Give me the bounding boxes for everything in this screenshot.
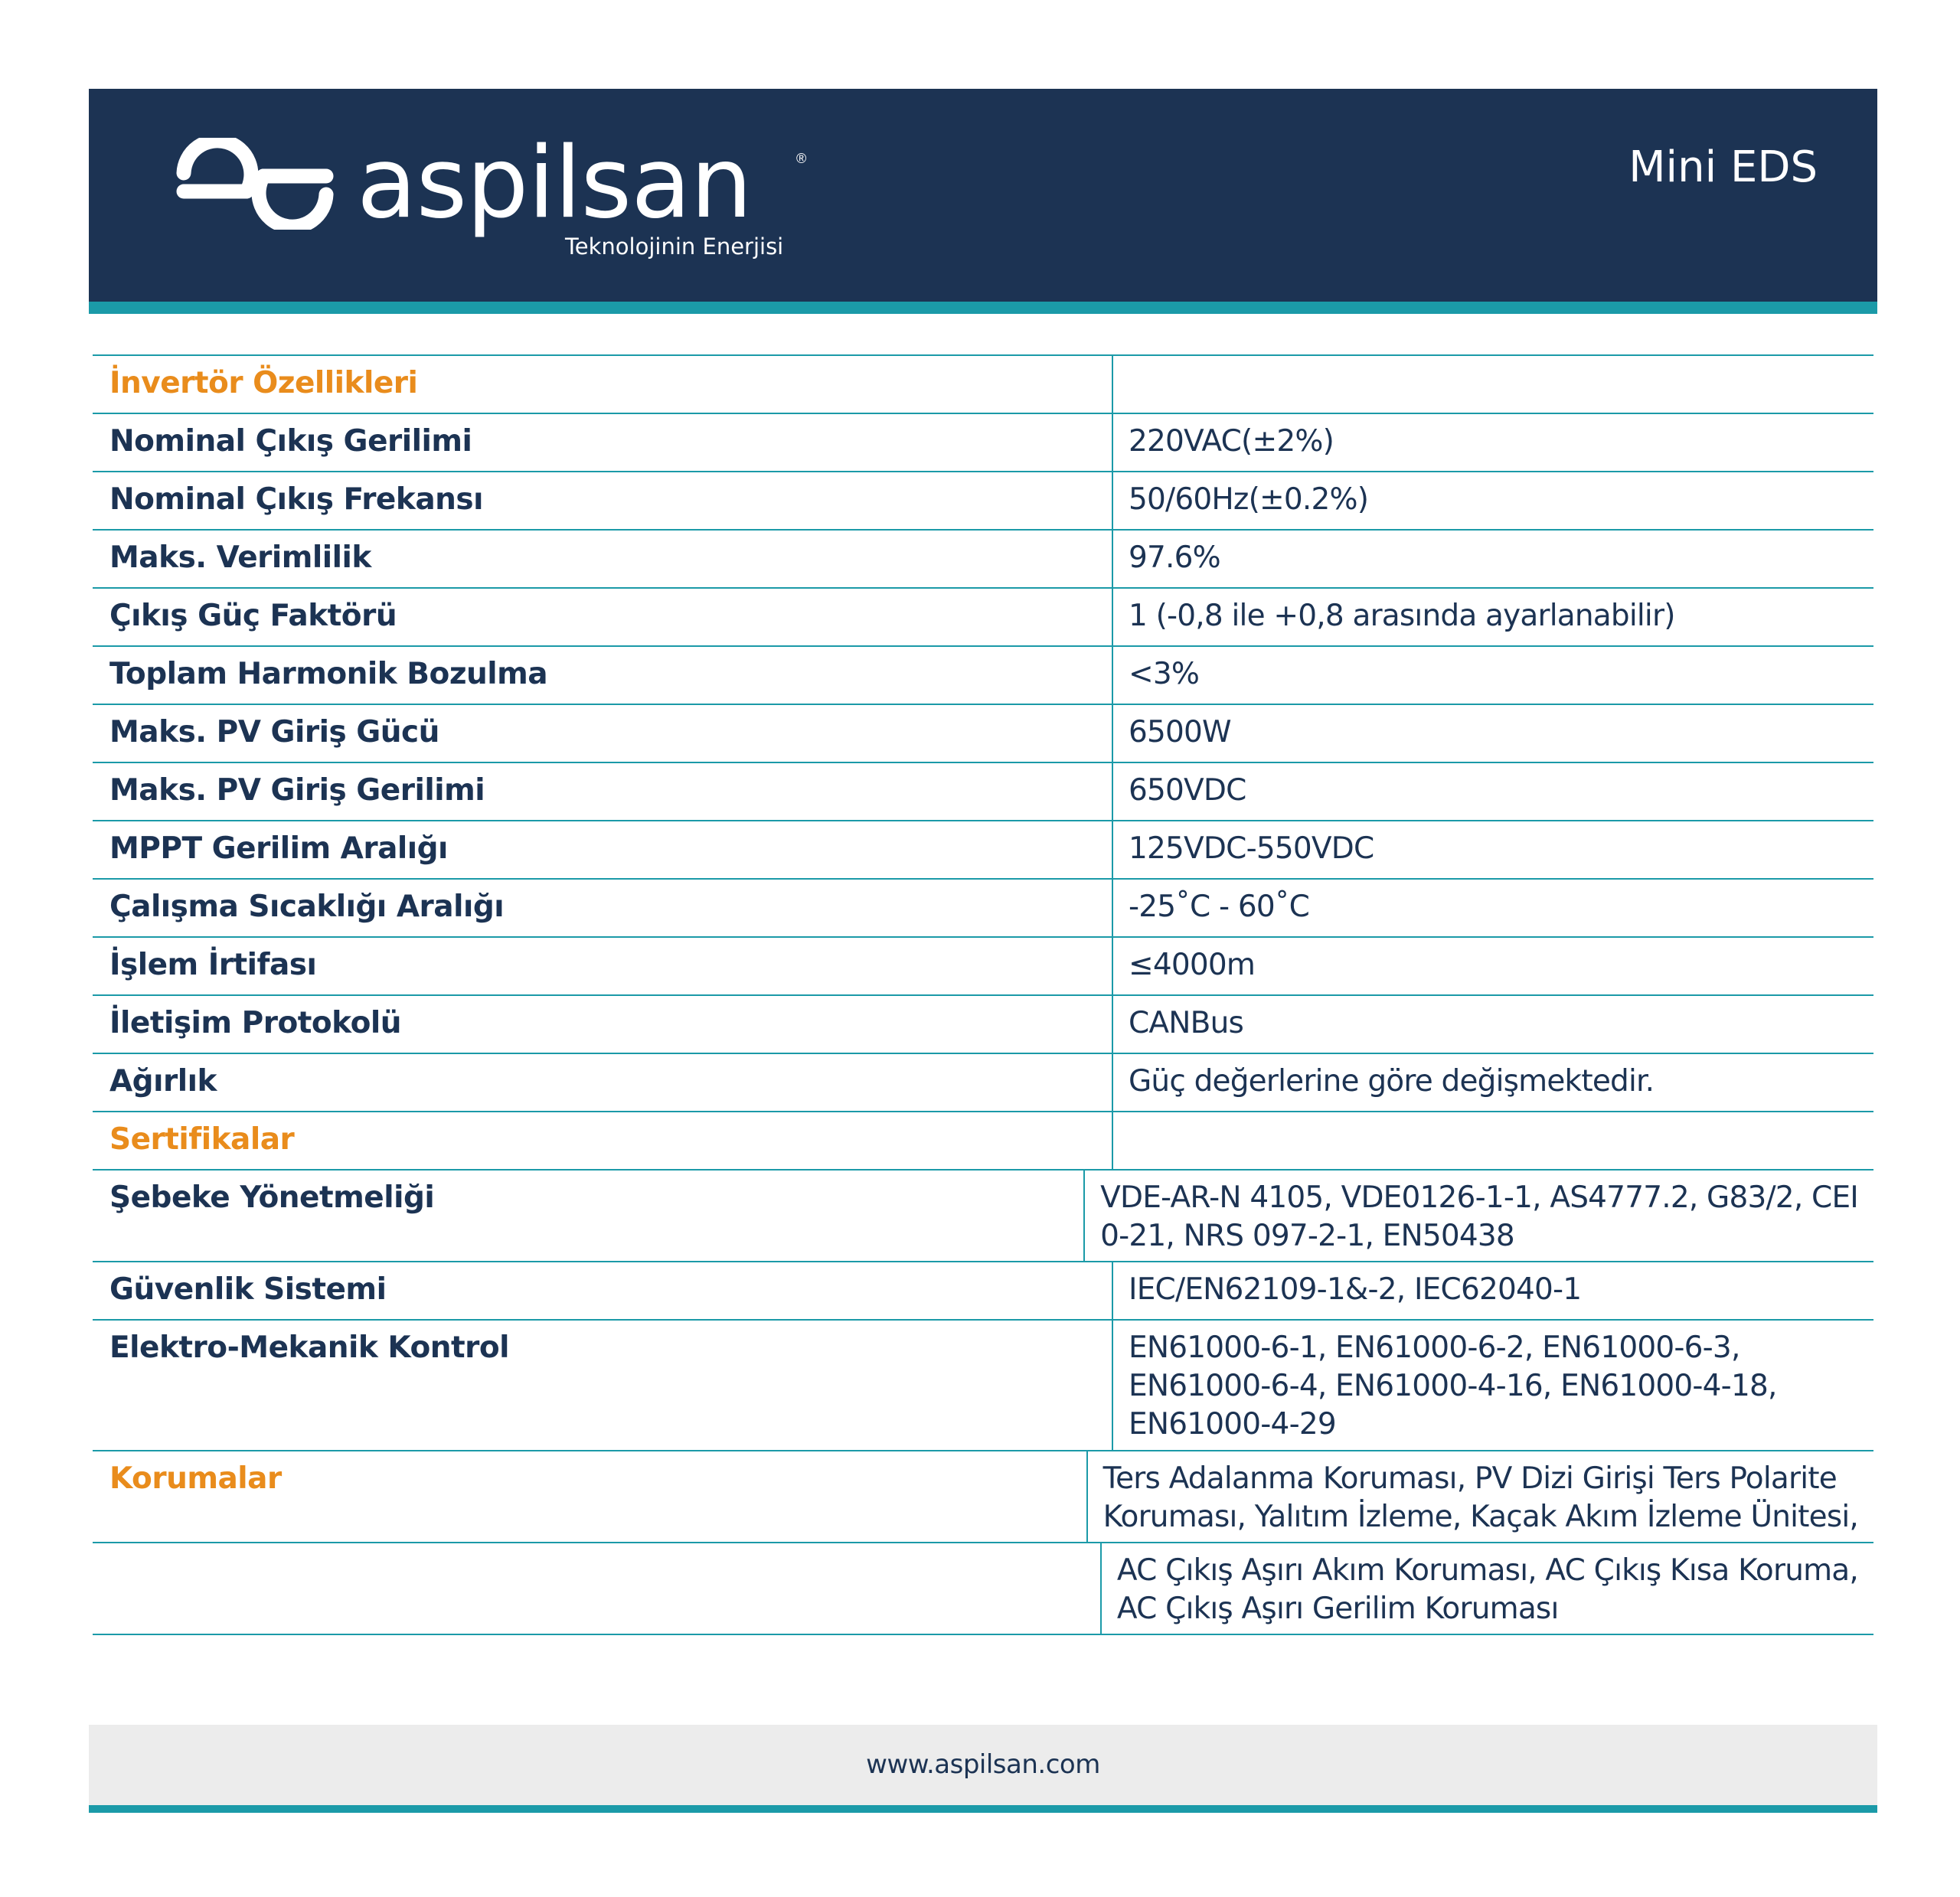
spec-value: 650VDC [1129,773,1246,808]
spec-value: IEC/EN62109-1&-2, IEC62040-1 [1129,1272,1582,1307]
table-row [93,1262,1873,1321]
table-row [93,938,1873,996]
spec-value: CANBus [1129,1006,1244,1040]
footer-accent-stripe [89,1805,1877,1813]
spec-label: Şebeke Yönetmeliği [93,1171,1085,1261]
section-heading: Sertifikalar [93,1112,1113,1169]
spec-label: İşlem İrtifası [93,938,1113,994]
spec-value-line: EN61000-6-4, EN61000-4-16, EN61000-4-18, [1129,1369,1777,1403]
section-heading: Korumalar [93,1451,1088,1542]
spec-label: Nominal Çıkış Frekansı [93,472,1113,529]
spec-value: 6500W [1129,715,1231,749]
footer-bar [89,1725,1877,1805]
spec-value [1102,1543,1873,1634]
spec-label: Maks. PV Giriş Gücü [93,705,1113,762]
spec-value [1088,1451,1873,1542]
spec-label: Nominal Çıkış Gerilimi [93,414,1113,471]
table-row [93,414,1873,472]
spec-label: İletişim Protokolü [93,996,1113,1053]
spec-value [1113,1321,1873,1450]
table-row [93,472,1873,531]
section-heading: İnvertör Özellikleri [93,356,1113,413]
spec-value-line: 0-21, NRS 097-2-1, EN50438 [1100,1219,1514,1253]
table-row [93,763,1873,821]
spec-label: Elektro-Mekanik Kontrol [93,1321,1113,1450]
table-row [93,589,1873,647]
table-section-row [93,356,1873,414]
table-section-row [93,1451,1873,1543]
spec-value-line: EN61000-4-29 [1129,1407,1336,1442]
brand-tagline: Teknolojinin Enerjisi [565,233,784,260]
registered-mark: ® [796,151,807,166]
spec-value: <3% [1129,657,1200,691]
spec-value [1113,356,1873,413]
table-row [93,705,1873,763]
spec-value: ≤4000m [1129,948,1256,982]
spec-value: Güç değerlerine göre değişmektedir. [1129,1064,1655,1099]
table-section-row [93,1112,1873,1171]
spec-label: Çalışma Sıcaklığı Aralığı [93,880,1113,936]
spec-label: Maks. PV Giriş Gerilimi [93,763,1113,820]
spec-value [1085,1171,1873,1261]
spec-value-line: AC Çıkış Aşırı Gerilim Koruması [1116,1592,1559,1626]
spec-value-line: Ters Adalanma Koruması, PV Dizi Girişi Ters Polarite [1102,1461,1837,1496]
spec-label: MPPT Gerilim Aralığı [93,821,1113,878]
table-row [93,1321,1873,1451]
spec-value [1113,1112,1873,1169]
aspilsan-logo-icon [170,138,340,230]
spec-label: Toplam Harmonik Bozulma [93,647,1113,704]
table-row [93,647,1873,705]
spec-label: Güvenlik Sistemi [93,1262,1113,1319]
spec-value: 97.6% [1129,540,1220,575]
spec-value-line: Koruması, Yalıtım İzleme, Kaçak Akım İzleme Ünitesi, [1102,1500,1858,1534]
spec-value: 220VAC(±2%) [1129,424,1334,459]
spec-value: 50/60Hz(±0.2%) [1129,482,1369,517]
table-row [93,996,1873,1054]
table-row [93,821,1873,880]
spec-label: Ağırlık [93,1054,1113,1111]
table-row [93,1171,1873,1262]
spec-value: 1 (-0,8 ile +0,8 arasında ayarlanabilir) [1129,599,1675,633]
spec-label: Maks. Verimlilik [93,531,1113,587]
spec-value-line: VDE-AR-N 4105, VDE0126-1-1, AS4777.2, G83/2, CEI [1100,1180,1858,1215]
header-accent-stripe [89,302,1877,314]
brand-logo [170,126,828,268]
spec-table [93,354,1873,1635]
spec-value: -25˚C - 60˚C [1129,890,1310,924]
table-row [93,1543,1873,1635]
table-row [93,880,1873,938]
table-row [93,531,1873,589]
spec-value-line: AC Çıkış Aşırı Akım Koruması, AC Çıkış Kısa Koruma, [1116,1553,1858,1588]
spec-label: Çıkış Güç Faktörü [93,589,1113,645]
website-link[interactable]: www.aspilsan.com [866,1749,1100,1780]
spec-value-line: EN61000-6-1, EN61000-6-2, EN61000-6-3, [1129,1331,1740,1365]
spec-label [93,1543,1102,1634]
table-row [93,1054,1873,1112]
spec-value: 125VDC-550VDC [1129,831,1374,866]
brand-wordmark: aspilsan [357,126,752,240]
product-title: Mini EDS [1628,142,1818,192]
